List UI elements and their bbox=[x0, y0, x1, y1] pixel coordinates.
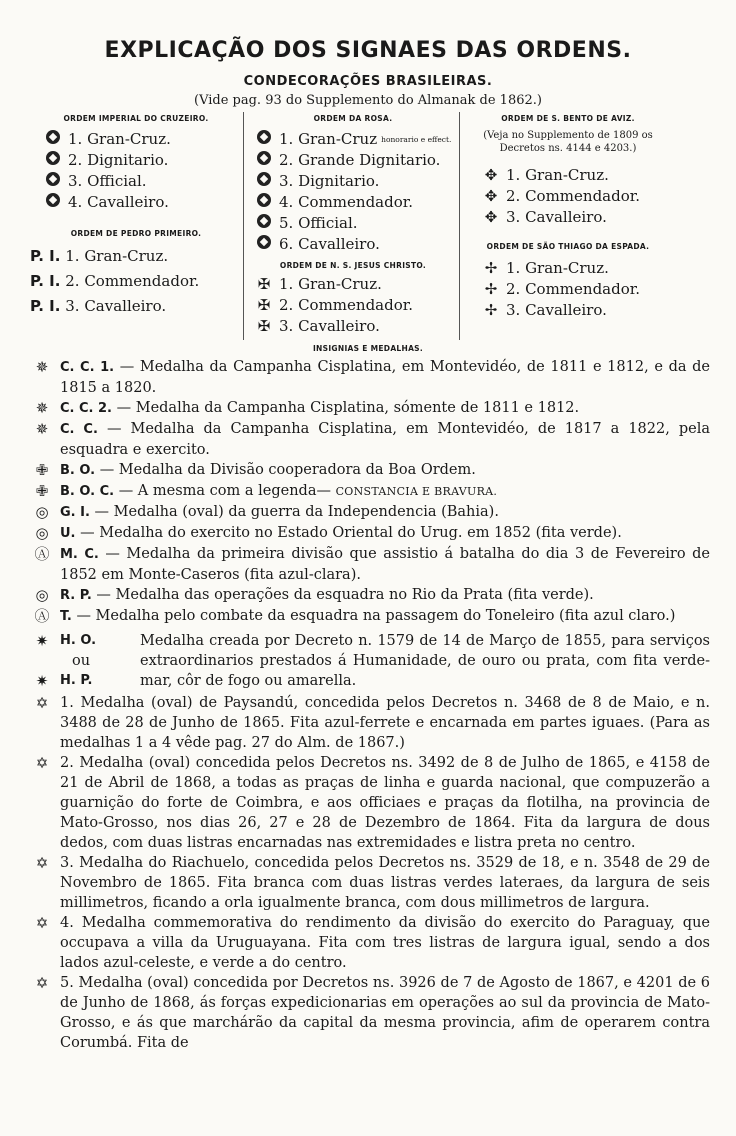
item-label: 2. Commendador. bbox=[506, 280, 641, 298]
sword-cross-icon: ✢ bbox=[484, 259, 498, 277]
entry-text: — Medalha (oval) da guerra da Independencia (Bahia). bbox=[94, 504, 499, 520]
entry-text: Medalha (oval) concedida por Decretos ns. 3926 de 7 de Agosto de 1867, e 4201 de 6 de Junho de 1868, ás forças expedicionarias em operações ao sul da provincia de Mato-Grosso, e ás que marchárão da capital da mesma provincia, afim de operarem contra Corumbá. Fita de bbox=[60, 975, 710, 1051]
humanity-medal-entry bbox=[30, 631, 710, 691]
entry-code: H. O. bbox=[60, 633, 97, 648]
list-item bbox=[480, 165, 674, 186]
star-of-david-icon: ✡ bbox=[35, 974, 49, 992]
entry-code: C. C. 2. bbox=[60, 401, 112, 416]
order-header-cruzeiro: ORDEM IMPERIAL DO CRUZEIRO. bbox=[63, 114, 209, 123]
item-label: 4. Commendador. bbox=[279, 193, 414, 211]
entry-text: — Medalha das operações da esquadra no Rio da Prata (fita verde). bbox=[96, 587, 594, 603]
or-word: ou bbox=[72, 653, 91, 669]
medal-entry bbox=[30, 398, 710, 419]
list-item bbox=[480, 258, 674, 279]
item-label: 3. Cavalleiro. bbox=[506, 208, 607, 226]
entry-legend: CONSTANCIA E BRAVURA. bbox=[335, 485, 498, 498]
entry-number: 5. bbox=[60, 975, 74, 991]
item-label: 3. Dignitario. bbox=[279, 172, 380, 190]
item-label: 3. Cavalleiro. bbox=[279, 317, 380, 335]
entry-code: H. P. bbox=[60, 673, 93, 688]
list-item bbox=[253, 192, 459, 213]
item-label: 1. Gran-Cruz. bbox=[279, 275, 382, 293]
list-item bbox=[253, 150, 459, 171]
item-label: 2. Commendador. bbox=[65, 272, 200, 290]
item-label: 3. Cavalleiro. bbox=[506, 301, 607, 319]
list-item bbox=[480, 207, 674, 228]
medal-entry bbox=[30, 606, 710, 627]
cross-icon: ✠ bbox=[257, 275, 271, 293]
ring-icon: ◎ bbox=[35, 524, 49, 542]
item-label: 4. Cavalleiro. bbox=[68, 193, 169, 211]
star-of-david-icon: ✡ bbox=[35, 694, 49, 712]
cross-icon: ✙ bbox=[35, 461, 49, 479]
rose-badge-icon bbox=[253, 213, 275, 234]
entry-text: Medalha commemorativa do rendimento da divisão do exercito do Paraguay, que occupava a villa da Uruguayana. Fita com tres listras de largura igual, sendo a dos lados azul-celeste, e verde a do centro. bbox=[60, 915, 710, 971]
cross-icon: ✠ bbox=[257, 317, 271, 335]
column-divider bbox=[243, 112, 244, 340]
sun-star-icon: ✷ bbox=[35, 672, 49, 690]
entry-code: B. O. bbox=[60, 463, 96, 478]
entry-text: — Medalha da Campanha Cisplatina, em Montevidéo, de 1811 e 1812, e da de 1815 a 1820. bbox=[60, 359, 711, 396]
entry-code: G. I. bbox=[60, 505, 90, 520]
star-of-david-icon: ✡ bbox=[35, 754, 49, 772]
rose-badge-icon bbox=[253, 234, 275, 255]
list-item bbox=[253, 234, 459, 255]
item-label: 2. Commendador. bbox=[506, 187, 641, 205]
page-title: EXPLICAÇÃO DOS SIGNAES DAS ORDENS. bbox=[104, 38, 632, 63]
entry-code: C. C. 1. bbox=[60, 360, 115, 375]
item-label: 1. Gran-Cruz bbox=[279, 130, 378, 148]
item-label: 2. Dignitario. bbox=[68, 151, 169, 169]
order-header-rosa: ORDEM DA ROSA. bbox=[313, 114, 393, 123]
item-label: 3. Cavalleiro. bbox=[65, 297, 167, 315]
entry-number: 1. bbox=[60, 695, 74, 711]
list-item bbox=[480, 186, 674, 207]
section-subtitle: CONDECORAÇÕES BRASILEIRAS. bbox=[243, 74, 493, 89]
fleury-cross-icon: ✥ bbox=[484, 208, 498, 226]
entry-number: 4. bbox=[60, 915, 74, 931]
list-item bbox=[253, 129, 459, 150]
entry-text: — Medalha da Campanha Cisplatina, em Montevidéo, de 1817 a 1822, pela esquadra e exercito. bbox=[60, 421, 711, 458]
star-badge-icon bbox=[42, 150, 64, 171]
item-label: 2. Grande Dignitario. bbox=[279, 151, 441, 169]
item-label: 6. Cavalleiro. bbox=[279, 235, 380, 253]
anchor-medal-icon: Ⓐ bbox=[34, 545, 50, 563]
cross-icon: ✠ bbox=[257, 296, 271, 314]
list-item bbox=[30, 269, 242, 294]
item-label: 1. Gran-Cruz. bbox=[506, 166, 609, 184]
column-right bbox=[462, 112, 674, 321]
medal-entry bbox=[30, 585, 710, 606]
list-item bbox=[253, 295, 459, 316]
fleury-cross-icon: ✥ bbox=[484, 187, 498, 205]
entry-number: 2. bbox=[60, 755, 74, 771]
item-label: 1. Gran-Cruz. bbox=[68, 130, 171, 148]
sun-star-icon: ✷ bbox=[35, 632, 49, 650]
aviz-note: (Veja no Supplemento de 1809 os Decretos ns. 4144 e 4203.) bbox=[483, 130, 653, 154]
list-item bbox=[253, 274, 459, 295]
entry-code: U. bbox=[60, 526, 76, 541]
medal-entries bbox=[30, 357, 710, 1053]
entry-code: M. C. bbox=[60, 547, 99, 562]
numbered-medal-entry bbox=[30, 753, 710, 853]
entry-code: C. C. bbox=[60, 422, 98, 437]
list-item bbox=[42, 129, 242, 150]
star-badge-icon bbox=[42, 129, 64, 150]
list-item bbox=[253, 213, 459, 234]
entry-number: 3. bbox=[60, 855, 74, 871]
item-code: P. I. bbox=[30, 247, 61, 265]
list-item bbox=[253, 171, 459, 192]
hp-codes bbox=[60, 631, 140, 691]
numbered-medal-entry bbox=[30, 913, 710, 973]
rose-badge-icon bbox=[253, 171, 275, 192]
entry-text: Medalha creada por Decreto n. 1579 de 14 de Março de 1855, para serviços extraordinarios prestados á Humanidade, de ouro ou prata, com fita verde-mar, côr de fogo ou amarella. bbox=[140, 633, 710, 689]
ring-icon: ◎ bbox=[35, 503, 49, 521]
numbered-medal-entry bbox=[30, 853, 710, 913]
entry-text: — Medalha da primeira divisão que assistio á batalha do dia 3 de Fevereiro de 1852 em Monte-Caseros (fita azul-clara). bbox=[60, 546, 711, 583]
rose-badge-icon bbox=[253, 192, 275, 213]
column-left bbox=[30, 112, 242, 319]
entry-text: — Medalha do exercito no Estado Oriental do Urug. em 1852 (fita verde). bbox=[80, 525, 622, 541]
item-label: 3. Official. bbox=[68, 172, 147, 190]
entry-text: Medalha (oval) concedida pelos Decretos ns. 3492 de 8 de Julho de 1865, e 4158 de 21 de Abril de 1868, a todas as praças de linha e guarda nacional, que compuzerão a guarnição do forte de Coimbra, e aos officiaes e praças da flotilha, na provincia de Mato-Grosso, nos dias 26, 27 e 28 de Dezembro de 1864. Fita da largura de dous dedos, com duas listras encarnadas nas extremidades e listra preta no centro. bbox=[60, 755, 711, 851]
rose-badge-icon bbox=[253, 129, 275, 150]
numbered-medal-entry bbox=[30, 693, 710, 753]
item-label: 1. Gran-Cruz. bbox=[65, 247, 169, 265]
order-header-jesus: ORDEM DE N. S. JESUS CHRISTO. bbox=[279, 261, 427, 270]
item-code: P. I. bbox=[30, 297, 61, 315]
entry-text: Medalha (oval) de Paysandú, concedida pelos Decretos n. 3468 de 8 de Maio, e n. 3488 de 28 de Junho de 1865. Fita azul-ferrete e encarnada em partes iguaes. (Para as medalhas 1 a 4 vêde pag. 27 do Alm. de 1867.) bbox=[60, 695, 711, 751]
ring-icon: ◎ bbox=[35, 586, 49, 604]
order-header-thiago: ORDEM DE SÃO THIAGO DA ESPADA. bbox=[486, 242, 650, 251]
entry-code: T. bbox=[60, 609, 72, 624]
list-item bbox=[42, 171, 242, 192]
item-label: 2. Commendador. bbox=[279, 296, 414, 314]
entry-code: B. O. C. bbox=[60, 484, 115, 499]
item-code: P. I. bbox=[30, 272, 61, 290]
medal-entry bbox=[30, 502, 710, 523]
star-icon: ✵ bbox=[35, 420, 49, 438]
entry-code: R. P. bbox=[60, 588, 92, 603]
list-item bbox=[30, 244, 242, 269]
entry-text: — Medalha pelo combate da esquadra na passagem do Toneleiro (fita azul claro.) bbox=[76, 608, 676, 624]
item-label: 1. Gran-Cruz. bbox=[506, 259, 609, 277]
fleury-cross-icon: ✥ bbox=[484, 166, 498, 184]
rose-badge-icon bbox=[253, 150, 275, 171]
list-item bbox=[30, 294, 242, 319]
column-middle bbox=[247, 112, 459, 337]
medal-entry bbox=[30, 460, 710, 481]
list-item bbox=[480, 279, 674, 300]
entry-text: Medalha do Riachuelo, concedida pelos Decretos ns. 3529 de 18, e n. 3548 de 29 de Novembro de 1865. Fita branca com duas listras verdes lateraes, da largura de seis millimetros, ficando a orla igualmente branca, com dous millimetros de largura. bbox=[60, 855, 711, 911]
entry-text: — A mesma com a legenda— bbox=[118, 483, 331, 499]
star-badge-icon bbox=[42, 192, 64, 213]
list-item bbox=[42, 150, 242, 171]
sword-cross-icon: ✢ bbox=[484, 301, 498, 319]
star-of-david-icon: ✡ bbox=[35, 914, 49, 932]
list-item bbox=[480, 300, 674, 321]
item-label: 5. Official. bbox=[279, 214, 358, 232]
medal-entry bbox=[30, 523, 710, 544]
list-item bbox=[253, 316, 459, 337]
order-header-pedro: ORDEM DE PEDRO PRIMEIRO. bbox=[70, 229, 202, 238]
medal-entry bbox=[30, 419, 710, 460]
supplement-note: (Vide pag. 93 do Supplemento do Almanak de 1862.) bbox=[194, 93, 542, 108]
star-icon: ✵ bbox=[35, 358, 49, 376]
medal-entry bbox=[30, 481, 710, 502]
sword-cross-icon: ✢ bbox=[484, 280, 498, 298]
numbered-medal-entry bbox=[30, 973, 710, 1053]
order-header-aviz: ORDEM DE S. BENTO DE AVIZ. bbox=[501, 114, 635, 123]
column-divider bbox=[459, 112, 460, 340]
entry-text: — Medalha da Divisão cooperadora da Boa Ordem. bbox=[99, 462, 476, 478]
anchor-medal-icon: Ⓐ bbox=[34, 607, 50, 625]
star-badge-icon bbox=[42, 171, 64, 192]
list-item bbox=[42, 192, 242, 213]
entry-text: — Medalha da Campanha Cisplatina, sómente de 1811 e 1812. bbox=[116, 400, 580, 416]
medal-entry bbox=[30, 357, 710, 398]
star-of-david-icon: ✡ bbox=[35, 854, 49, 872]
insignias-header: INSIGNIAS E MEDALHAS. bbox=[312, 344, 424, 353]
honorary-annotation: honorario e effect. bbox=[381, 134, 452, 144]
cross-icon: ✙ bbox=[35, 482, 49, 500]
medal-entry bbox=[30, 544, 710, 585]
star-icon: ✵ bbox=[35, 399, 49, 417]
